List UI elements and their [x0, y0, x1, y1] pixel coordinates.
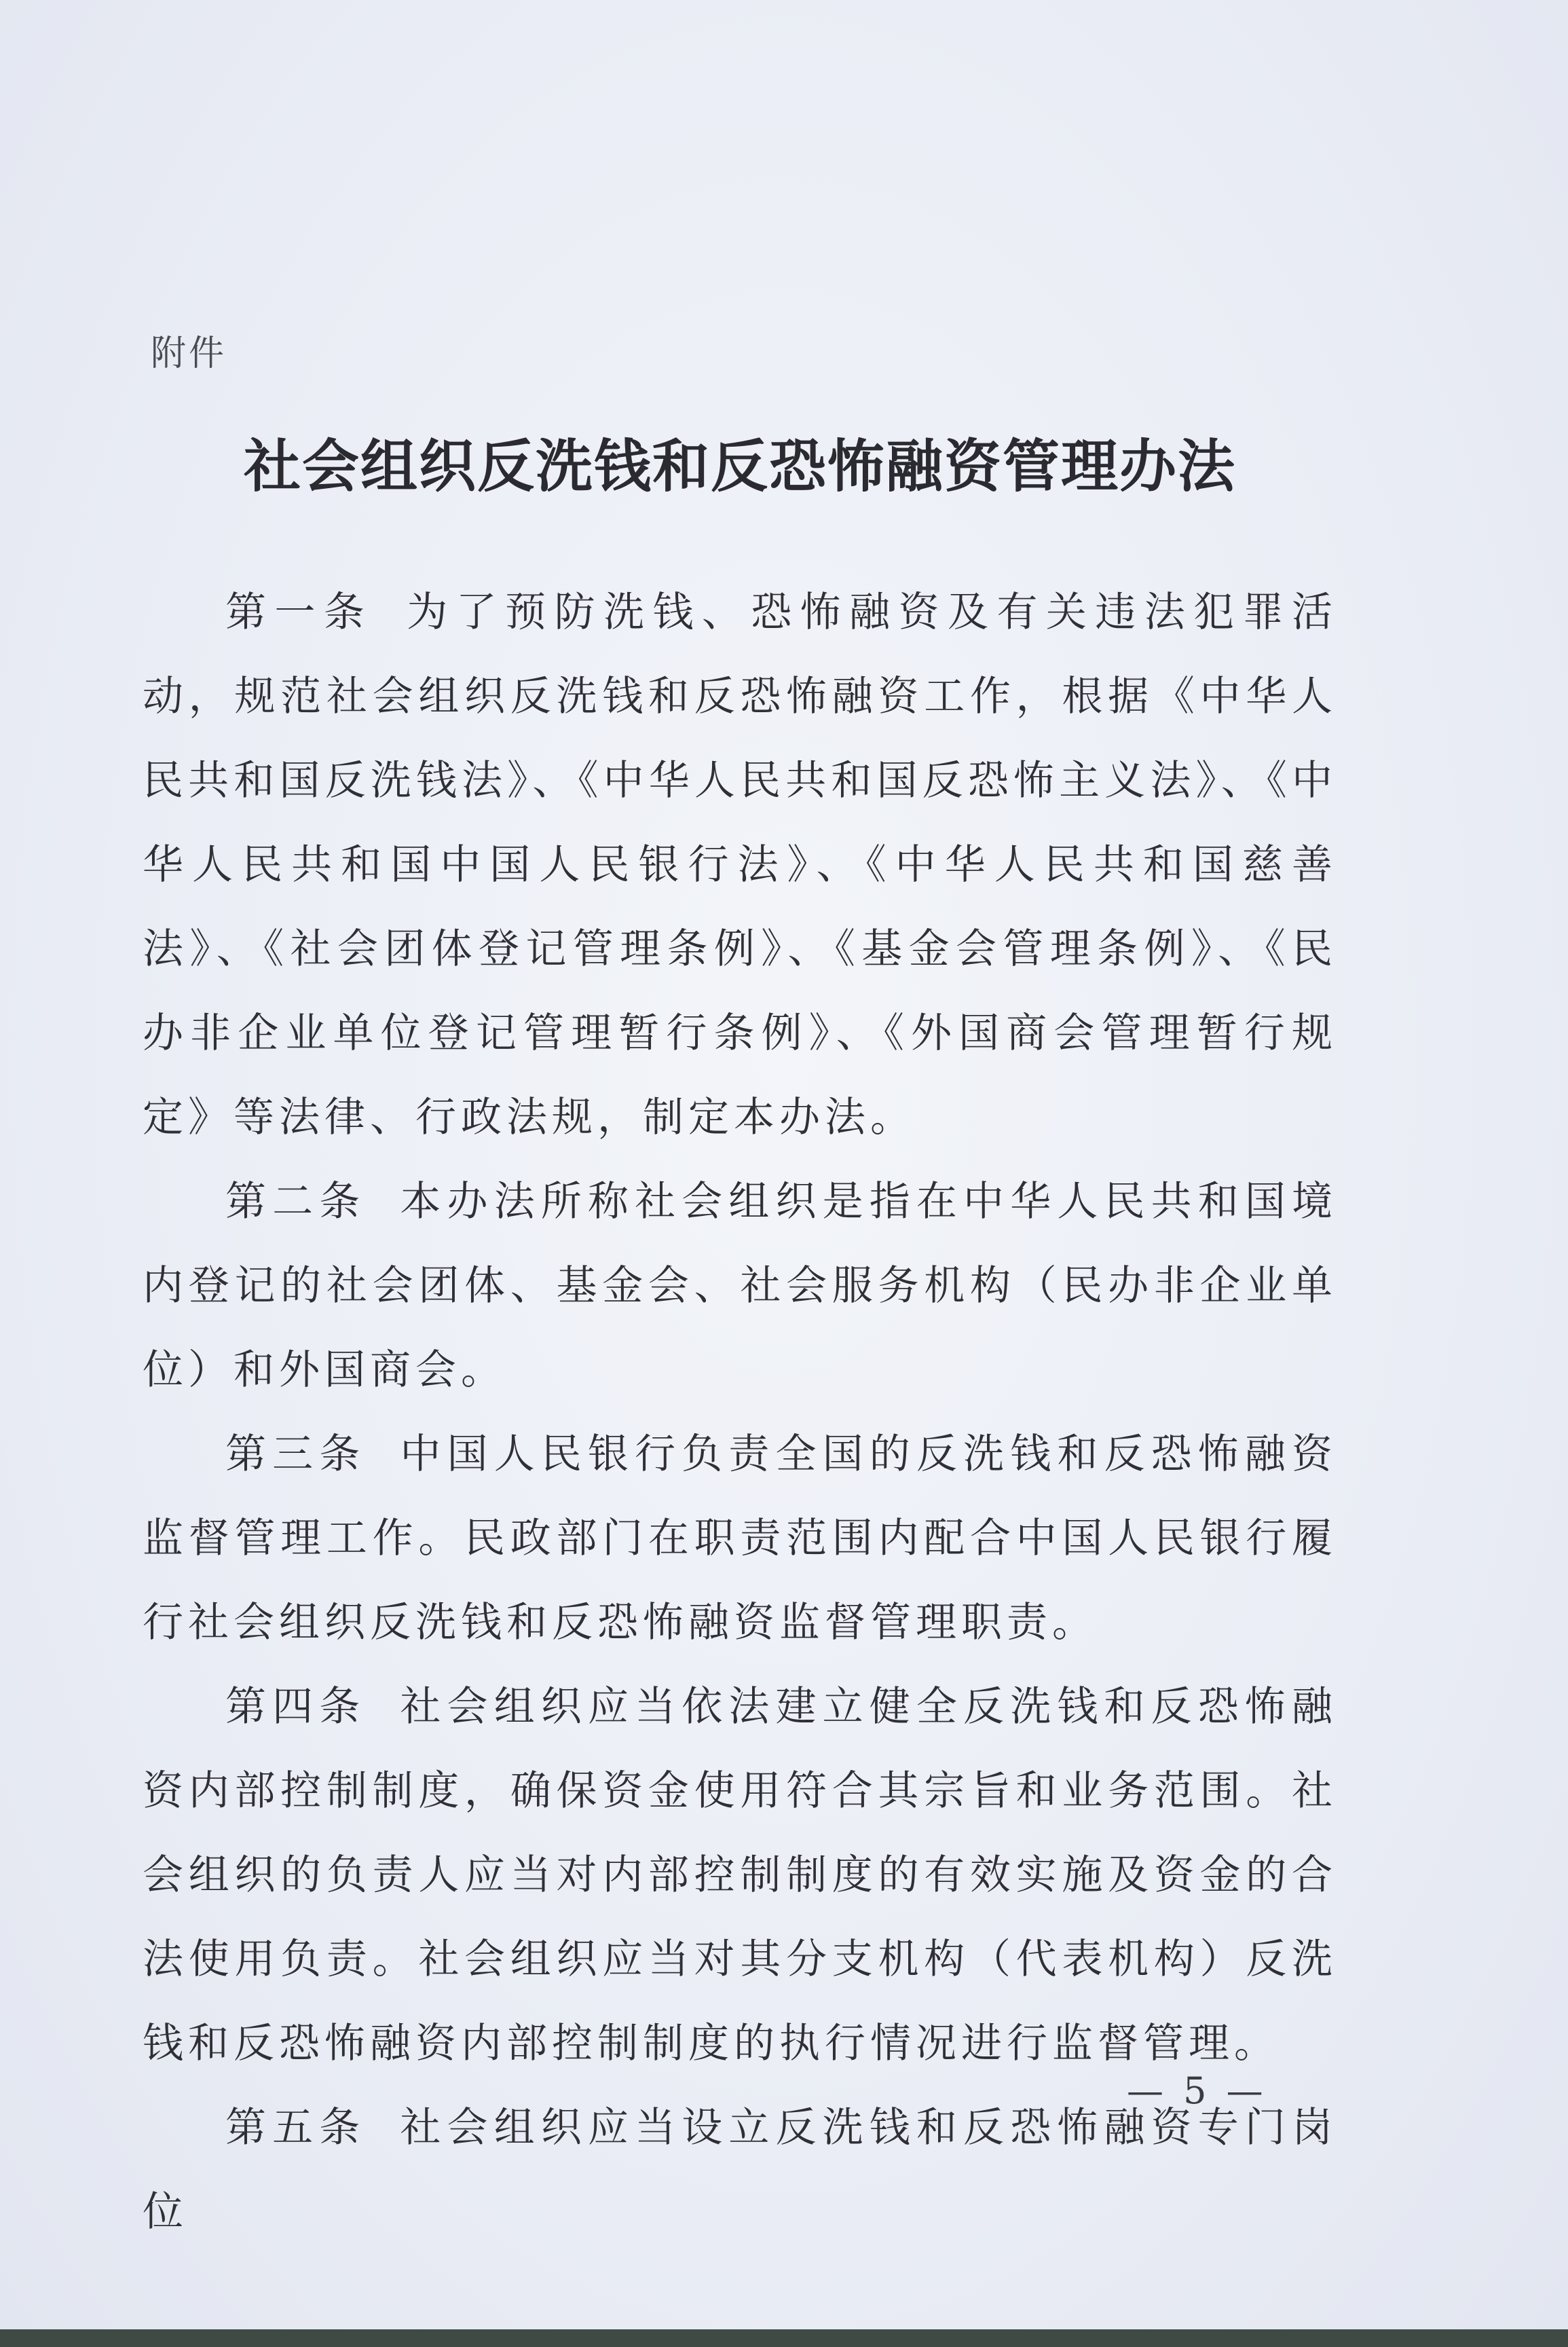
article-number: 第四条 — [225, 1683, 367, 1731]
document-title: 社会组织反洗钱和反恐怖融资管理办法 — [243, 432, 1236, 500]
article-text: 本办法所称社会组织是指在中华人民共和国境内登记的社会团体、基金会、社会服务机构（民办非企业单位）和外国商会。 — [143, 1178, 1338, 1394]
article-number: 第一条 — [225, 589, 373, 636]
document-body — [143, 570, 1337, 2254]
article-number: 第三条 — [225, 1430, 367, 1478]
article-text: 为了预防洗钱、恐怖融资及有关违法犯罪活动，规范社会组织反洗钱和反恐怖融资工作，根据《中华人民共和国反洗钱法》、《中华人民共和国反恐怖主义法》、《中华人民共和国中国人民银行法》、《中华人民共和国慈善法》、《社会团体登记管理条例》、《基金会管理条例》、《民办非企业单位登记管理暂行条例》、《外国商会管理暂行规定》等法律、行政法规，制定本办法。 — [143, 589, 1338, 1141]
article-paragraph — [143, 1160, 1337, 1412]
article-paragraph — [143, 1665, 1337, 2086]
article-text: 社会组织应当设立反洗钱和反恐怖融资专门岗位 — [143, 2104, 1338, 2236]
page-number: — 5 — — [1127, 2069, 1267, 2112]
article-number: 第二条 — [225, 1178, 367, 1225]
article-paragraph — [143, 1412, 1337, 1665]
scan-edge — [0, 2329, 1568, 2347]
attachment-label: 附件 — [151, 333, 227, 374]
article-paragraph — [143, 570, 1337, 1160]
article-text: 中国人民银行负责全国的反洗钱和反恐怖融资监督管理工作。民政部门在职责范围内配合中国人民银行履行社会组织反洗钱和反恐怖融资监督管理职责。 — [143, 1430, 1338, 1646]
article-text: 社会组织应当依法建立健全反洗钱和反恐怖融资内部控制制度，确保资金使用符合其宗旨和业务范围。社会组织的负责人应当对内部控制制度的有效实施及资金的合法使用负责。社会组织应当对其分支机构（代表机构）反洗钱和反恐怖融资内部控制制度的执行情况进行监督管理。 — [143, 1683, 1338, 2067]
article-number: 第五条 — [225, 2104, 367, 2151]
